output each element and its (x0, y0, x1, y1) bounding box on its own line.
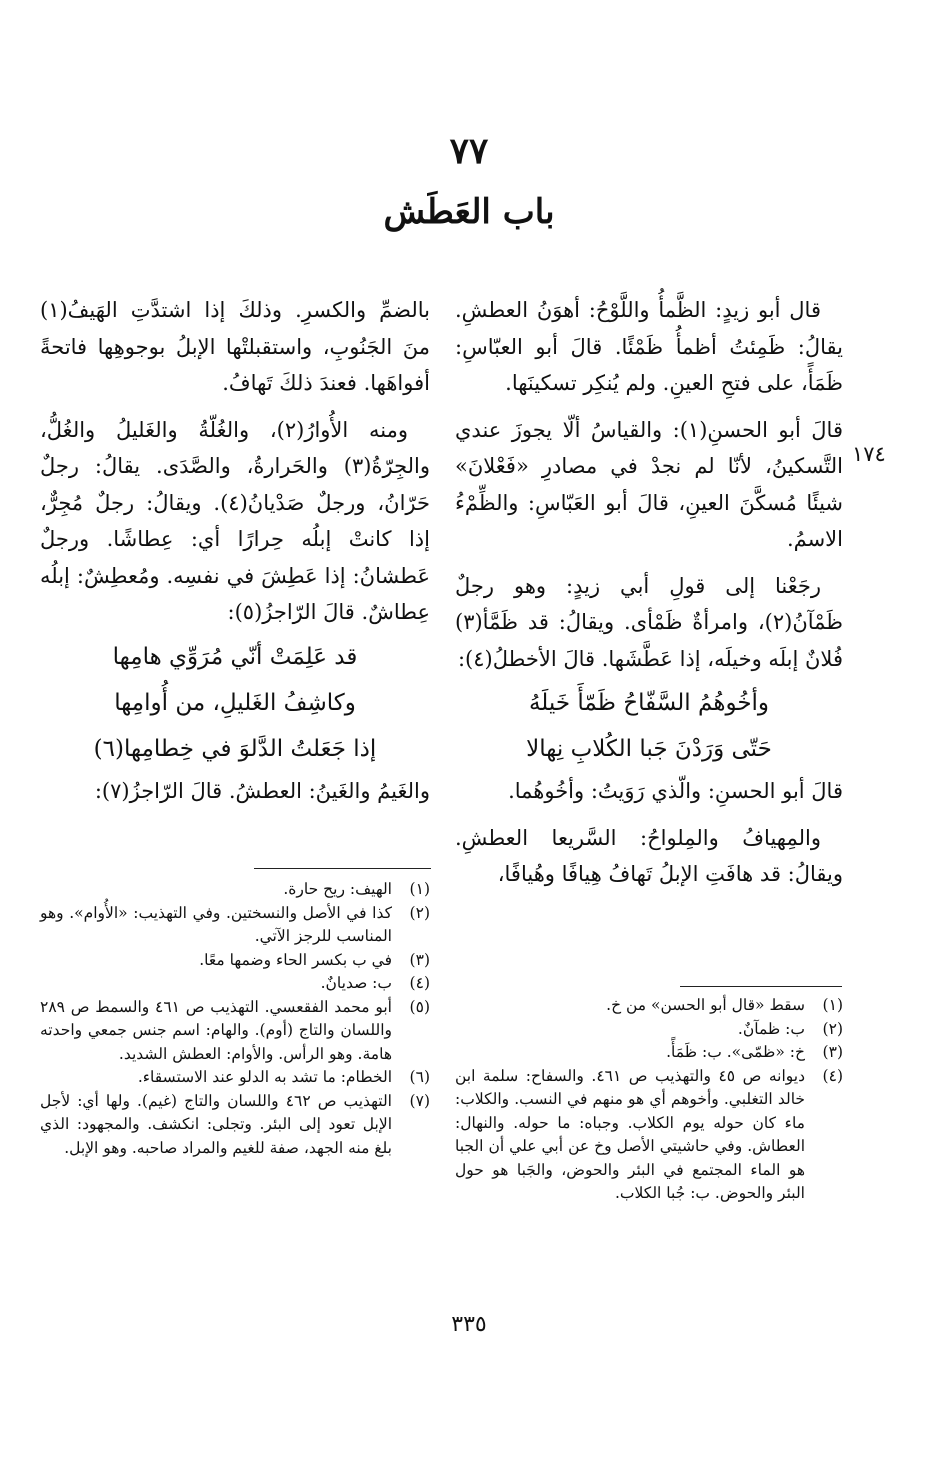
footnote (40, 878, 430, 902)
footnote (455, 1041, 843, 1065)
footnote (455, 994, 843, 1018)
footnote-number: (٤) (822, 1066, 843, 1085)
footnote-divider (254, 868, 431, 869)
footnote-text: التهذيب ص ٤٦٢ واللسان والتاج (غيم). ولها أي: لأجل الإبل تعود إلى البئر. وتجلى: انكشف. والمجهود: الذي بلغ منه الجهد، صفة للغيم والمراد صاحبه. وهو الإبل. (40, 1091, 392, 1157)
footnote (40, 996, 430, 1067)
paragraph: قال أبو زيدٍ: الظَّمأُ واللَّوْحُ: أهوَنُ العطشِ. يقالُ: ظَمِئتُ أظمأُ ظَمْئًا. قالَ أبو العبّاسِ: ظَمَأً، على فتحِ العينِ. ولم يُنكِر تسكينَها. (455, 298, 843, 395)
right-footnotes (455, 994, 843, 1206)
footnote-text: أبو محمد الفقعسي. التهذيب ص ٤٦١ والسمط ص ٢٨٩ واللسان والتاج (أوم). والهام: اسم جنس جمعي واحدته هامة. وهو الرأس. والأوام: العطش الشديد. (40, 997, 392, 1063)
footnote-number: (١) (822, 996, 843, 1014)
chapter-number: ٧٧ (449, 130, 489, 172)
footnote-text: الخطام: ما تشد به الدلو عند الاستسقاء. (137, 1068, 392, 1086)
footnote-number: (١) (409, 880, 430, 898)
verse-line: وأخُوهُمُ السَّفّاحُ ظَمّأَ خَيلَهُ (528, 690, 770, 716)
footnote-number: (٣) (409, 950, 430, 969)
footnote-text: ديوانه ص ٤٥ والتهذيب ص ٤٦١. والسفاح: سلمة ابن خالد التغلبي. وأخوهم أي هو منهم في النسب. والكلاب: ماء كان حوله يوم الكلاب. وجباه: ما حوله. والنهال: العطاش. وفي حاشيتي الأصل وخ عن أبي علي أن الجبا هو الماء المجتمع في البئر والحوض، والجَبا هو حول البئر والحوض. ب: جُبا الكلاب. (455, 1066, 805, 1202)
paragraph: قالَ أبو الحسنِ: والّذي رَوَيتُ: وأخُوهُما. (508, 779, 843, 803)
footnote (40, 972, 430, 996)
left-footnotes (40, 878, 430, 1160)
footnote (455, 1018, 843, 1042)
footnote (40, 1066, 430, 1090)
footnote-text: الهيف: ريح حارة. (283, 880, 392, 898)
paragraph: قالَ أبو الحسنِ(١): والقياسُ ألّا يجوزَ عندي التَّسكينُ، لأنّا لم نجدْ في مصادرِ «فَعْلانَ» شيئًا مُسكَّنَ العينِ، قالَ أبو العَبّاسِ: والظِّمْءُ الاسمُ. (455, 417, 843, 551)
footnote-text: كذا في الأصل والنسختين. وفي التهذيب: «الأُوام». وهو المناسب للرجز الآتي. (40, 903, 392, 945)
footnote (40, 1090, 430, 1161)
verse-line: إذا جَعَلتُ الدَّلوَ في خِطامِها(٦) (93, 735, 377, 762)
footnote (40, 902, 430, 949)
paragraph: بالضمِّ والكسرِ. وذلكَ إذا اشتدَّتِ الهَيفُ(١) منَ الجَنُوبِ، واستقبلتْها الإبلُ بوجوهِها فاتحةً أفواهَها. فعندَ ذلكَ تَهافُ. (40, 298, 430, 395)
verse-line: قد عَلِمَتْ أنّي مُرَوِّي هامِها (112, 643, 358, 670)
left-column (40, 292, 430, 809)
footnote-number: (٣) (822, 1043, 843, 1061)
chapter-title: باب العَطَش (383, 192, 555, 232)
paragraph: والمِهيافُ والمِلواحُ: السَّريعا العطشِ. ويقالُ: قد هافَتِ الإبلُ تَهافُ هِيافًا وهُيافًا، (455, 825, 843, 886)
paragraph: والغَيمُ والغَينُ: العطشُ. قالَ الرّاجزُ(٧): (94, 778, 430, 803)
footnote-divider (680, 986, 842, 987)
footnote-number: (٢) (822, 1019, 843, 1038)
verse-line: حَتّى وَرَدْنَ جَبا الكُلابِ نِهالا (526, 736, 772, 762)
footnote-number: (٦) (409, 1068, 430, 1086)
footnote-text: ب: ظمآنٌ. (737, 1019, 805, 1038)
footnote (40, 949, 430, 973)
footnote-text: سقط «قال أبو الحسن» من خ. (606, 996, 805, 1014)
page-number: ٣٣٥ (451, 1312, 487, 1337)
paragraph: رجَعْنا إلى قولِ أبي زيدٍ: وهو رجلٌ ظَمْآنُ(٢)، وامرأةٌ ظَمْأى. ويقالُ: قد ظَمَّأ(٣) فُلانٌ إبلَه وخيلَه، إذا عَطَّشَها. قالَ الأخطلُ(٤): (455, 573, 843, 671)
footnote-number: (٤) (409, 974, 430, 992)
footnote-text: في ب بكسر الحاء وضمها معًا. (199, 950, 392, 969)
footnote-text: خ: «ظمّى». ب: ظَمَأً. (666, 1043, 805, 1061)
paragraph: ومنه الأُوارُ(٢)، والغُلّةُ والغَليلُ والغُلُّ، والجِرّةُ(٣) والحَرارةُ، والصَّدَى. يقالُ: رجلٌ حَرّانُ، ورجلٌ صَدْيانُ(٤). ويقالُ: رجلٌ مُجِرٌّ، إذا كانتْ إبلُه حِرارًا أي: عِطاشًا. ورجلٌ عَطشانُ: إذا عَطِشَ في نفسِه. ومُعطِشٌ: إبلُه عِطاشٌ. قالَ الرّاجزُ(٥): (40, 417, 430, 624)
footnote-text: ب: صديانٌ. (320, 974, 392, 992)
margin-number: ١٧٤ (852, 442, 886, 466)
footnote (455, 1065, 843, 1206)
footnote-number: (٧) (409, 1091, 430, 1110)
footnote-number: (٥) (409, 997, 430, 1016)
verse-line: وكاشِفُ الغَليلِ، من أُوامِها (114, 689, 356, 716)
right-column (455, 292, 843, 893)
footnote-number: (٢) (409, 903, 430, 922)
